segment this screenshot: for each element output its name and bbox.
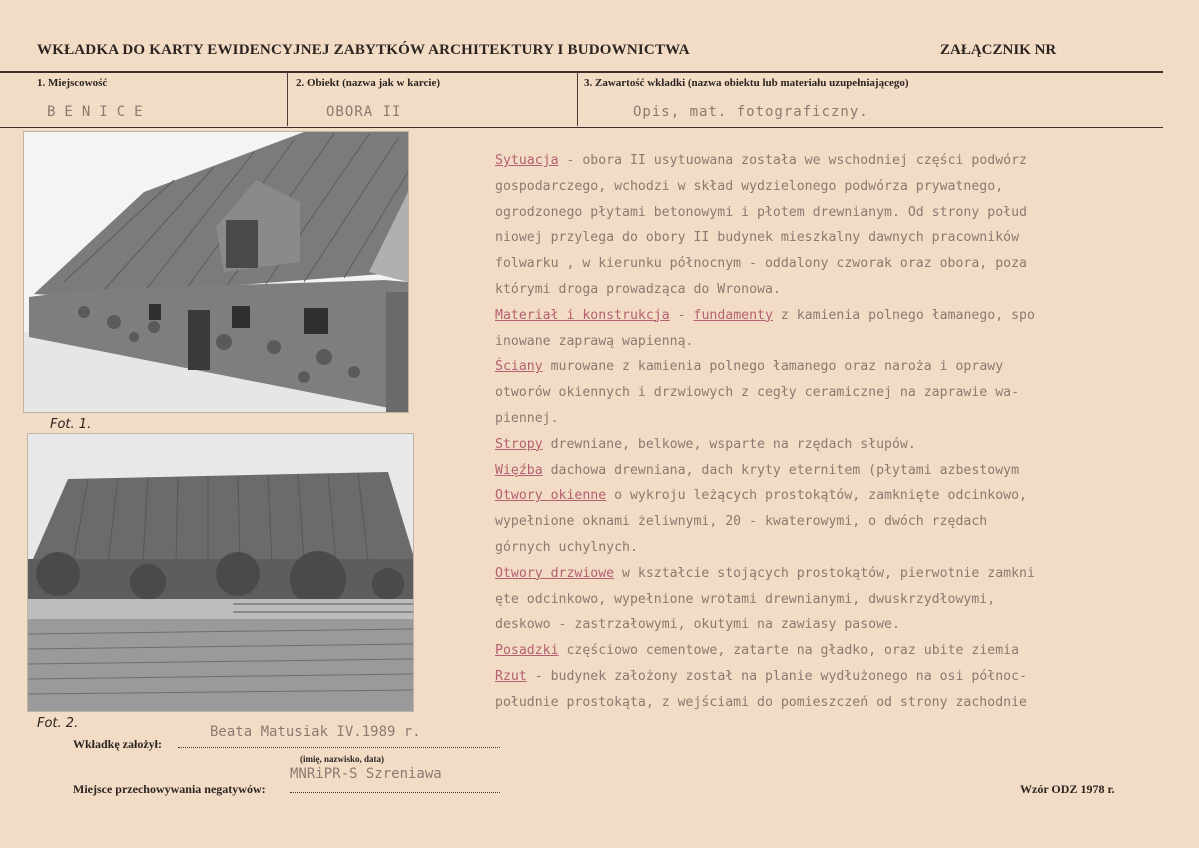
description-line [495, 638, 1175, 664]
description-line [495, 432, 1175, 458]
fields-rule [0, 127, 1163, 128]
description-text-run: w kształcie stojących prostokątów, pierwotnie zamkni [614, 565, 1035, 581]
description-line [495, 483, 1175, 509]
barn-photo-1-image [24, 132, 408, 412]
description-text-run: piennej. [495, 410, 559, 426]
object-value: OBORA II [326, 104, 402, 120]
description-line [495, 612, 1175, 638]
annex-label: ZAŁĄCZNIK NR [940, 42, 1057, 58]
founded-hint: (imię, nazwisko, data) [300, 754, 384, 764]
description-line [495, 303, 1175, 329]
description-line [495, 225, 1175, 251]
description-line [495, 690, 1175, 716]
section-heading: Posadzki [495, 643, 559, 659]
description-line [495, 509, 1175, 535]
description-line [495, 251, 1175, 277]
description-line [495, 277, 1175, 303]
section-heading: Sytuacja [495, 153, 559, 168]
description-text-run: dachowa drewniana, dach kryty eternitem (płytami azbestowym [542, 462, 1020, 478]
description-text-run: folwarku , w kierunku północnym - oddalony czworak oraz obora, poza [495, 256, 1027, 272]
description-text-run: gospodarczego, wchodzi w skład wydzielonego podwórza prywatnego, [495, 178, 1004, 194]
description-line [495, 200, 1175, 226]
barn-photo-2-image [28, 434, 413, 711]
description-text-run: - obora II usytuowana została we wschodniej części podwórz [558, 153, 1027, 168]
description-line [495, 458, 1175, 484]
locality-value: BENICE [47, 104, 152, 120]
card-title: WKŁADKA DO KARTY EWIDENCYJNEJ ZABYTKÓW ARCHITEKTURY I BUDOWNICTWA [37, 42, 690, 58]
description-text-run: ęte odcinkowo, wypełnione wrotami drewnianymi, dwuskrzydłowymi, [495, 591, 996, 607]
field-divider [577, 72, 578, 126]
founded-value: Beata Matusiak IV.1989 r. [210, 724, 421, 740]
content-label: 3. Zawartość wkładki (nazwa obiektu lub materiału uzupełniającego) [584, 77, 909, 89]
description-text-run: drewniane, belkowe, wsparte na rzędach słupów. [542, 436, 916, 452]
storage-label: Miejsce przechowywania negatywów: [73, 782, 266, 796]
description-text-run: którymi droga prowadząca do Wronowa. [495, 281, 781, 297]
description-line [495, 329, 1175, 355]
description-text-run: z kamienia polnego łamanego, spo [772, 307, 1035, 323]
founded-label: Wkładkę założył: [73, 737, 162, 751]
storage-line [290, 792, 500, 793]
description-text-run: inowane zaprawą wapienną. [495, 333, 694, 349]
description-text-run: częściowo cementowe, zatarte na gładko, oraz ubite ziemia [558, 643, 1020, 659]
description-line [495, 174, 1175, 200]
section-heading: Ściany [495, 359, 543, 375]
description-line [495, 406, 1175, 432]
photo-2 [27, 433, 414, 712]
description-text-run: murowane z kamienia polnego łamanego oraz naroża i oprawy [542, 359, 1004, 375]
object-label: 2. Obiekt (nazwa jak w karcie) [296, 77, 441, 89]
section-heading: Materiał i konstrukcja [495, 307, 670, 323]
description-text-run: niowej przylega do obory II budynek mieszkalny dawnych pracowników [495, 230, 1020, 246]
description-line [495, 561, 1175, 587]
description-text-run: - [669, 307, 694, 323]
section-heading: Więźba [495, 462, 543, 478]
form-pattern-label: Wzór ODZ 1978 r. [1020, 782, 1115, 796]
description-line [495, 380, 1175, 406]
header-rule [0, 71, 1163, 73]
description-text-run: otworów okiennych i drzwiowych z cegły ceramicznej na zaprawie wa- [495, 385, 1020, 401]
field-divider [287, 72, 288, 126]
storage-value: MNRiPR-S Szreniawa [290, 766, 442, 782]
photo-2-caption: Fot. 2. [37, 716, 79, 731]
description-line [495, 535, 1175, 561]
description-text-run: południe prostokąta, z wejściami do pomieszczeń od strony zachodnie [495, 694, 1027, 710]
photo-1-caption: Fot. 1. [50, 417, 92, 432]
description-line [495, 354, 1175, 380]
description-line [495, 148, 1175, 174]
section-heading: fundamenty [693, 307, 773, 323]
locality-label: 1. Miejscowość [37, 77, 108, 89]
description-text-run: wypełnione oknami żeliwnymi, 20 - kwaterowymi, o dwóch rzędach [495, 514, 988, 530]
description-line [495, 587, 1175, 613]
content-value: Opis, mat. fotograficzny. [633, 104, 869, 120]
section-heading: Stropy [495, 436, 543, 452]
description-text-run: ogrodzonego płytami betonowymi i płotem drewnianym. Od strony połud [495, 204, 1027, 220]
description-line [495, 664, 1175, 690]
section-heading: Rzut [495, 668, 527, 684]
description-text [495, 148, 1175, 716]
section-heading: Otwory drzwiowe [495, 565, 615, 581]
description-text-run: deskowo - zastrzałowymi, okutymi na zawiasy pasowe. [495, 617, 900, 633]
section-heading: Otwory okienne [495, 488, 607, 504]
description-text-run: górnych uchylnych. [495, 539, 638, 555]
photo-1 [23, 131, 409, 413]
description-text-run: - budynek założony został na planie wydłużonego na osi północ- [526, 668, 1027, 684]
founded-line [178, 747, 500, 748]
description-text-run: o wykroju leżących prostokątów, zamknięte odcinkowo, [606, 488, 1027, 504]
